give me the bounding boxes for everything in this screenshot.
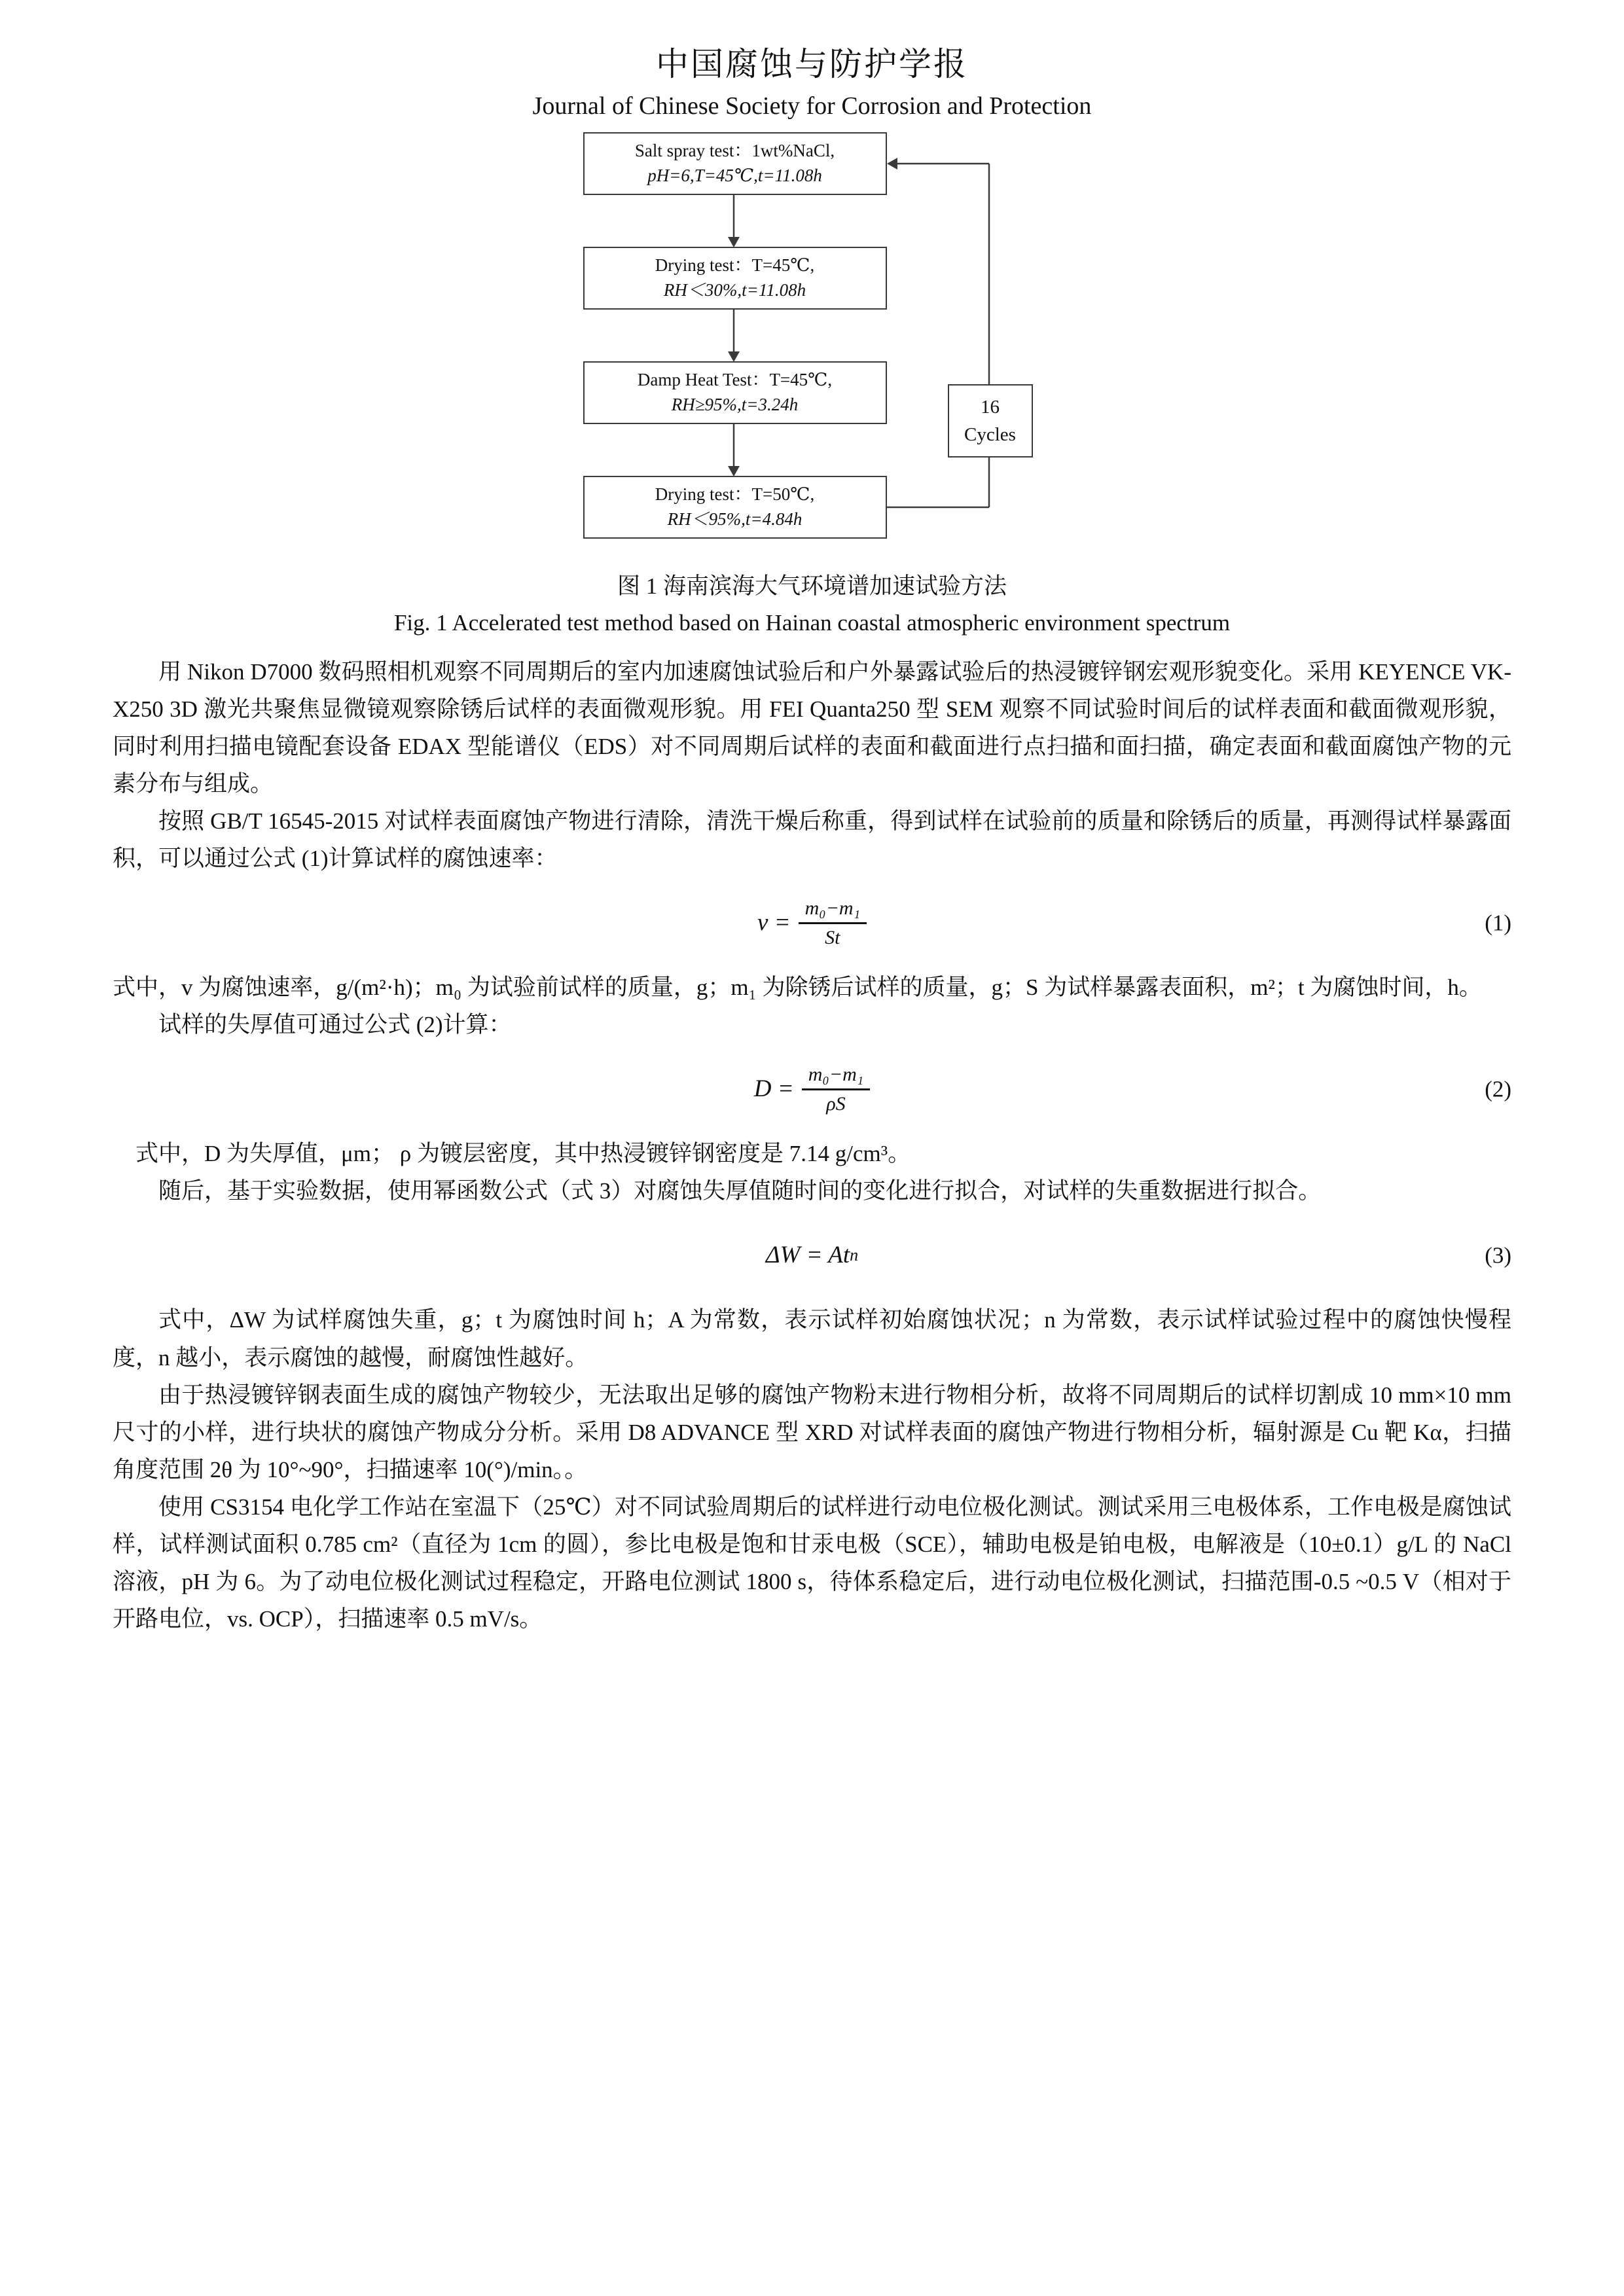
flowchart-box-line2: RH≥95%,t=3.24h — [671, 395, 799, 414]
equation-3-exponent: n — [850, 1246, 859, 1265]
equation-2-fraction — [802, 1063, 870, 1116]
equation-3 — [113, 1223, 1511, 1288]
equation-1-fraction — [799, 897, 867, 950]
flowchart-cycles-box — [948, 384, 1033, 457]
cycles-count: 16 — [981, 396, 1000, 418]
cycles-label: Cycles — [964, 424, 1016, 445]
equation-3-label: (3) — [1485, 1242, 1511, 1268]
journal-title-cn: 中国腐蚀与防护学报 — [656, 46, 968, 82]
journal-header — [113, 38, 1511, 120]
flowchart-box-line1: Salt spray test：1wt%NaCl, — [634, 141, 835, 161]
flowchart-box-line2: pH=6,T=45℃,t=11.08h — [647, 166, 822, 185]
figure-caption-cn: 图 1 海南滨海大气环境谱加速试验方法 — [617, 573, 1007, 599]
equation-2-numerator: m₀−m₁ — [802, 1063, 870, 1090]
paragraph-8: 由于热浸镀锌钢表面生成的腐蚀产物较少，无法取出足够的腐蚀产物粉末进行物相分析，故将不同周期后的试样切割成 10 mm×10 mm 尺寸的小样，进行块状的腐蚀产物成分分析。采用 D8 ADVANCE 型 XRD 对试样表面的腐蚀产物进行物相分析，辐射源是 Cu 靶 Kα，扫描角度范围 2θ 为 10°~90°，扫描速率 10(°)/min。。 — [113, 1382, 1511, 1482]
flowchart-box-drying-test-2 — [583, 476, 887, 539]
equation-2-lhs: D = — [753, 1075, 794, 1103]
equation-1 — [113, 890, 1511, 956]
paragraph-7: 式中，ΔW 为试样腐蚀失重，g；t 为腐蚀时间 h；A 为常数，表示试样初始腐蚀状况；n 为常数，表示试样试验过程中的腐蚀快慢程度，n 越小，表示腐蚀的越慢，耐腐蚀性越好。 — [113, 1307, 1511, 1371]
paragraph-3: 式中，v 为腐蚀速率，g/(m²·h)；m₀ 为试验前试样的质量，g；m₁ 为除锈后试样的质量，g；S 为试样暴露表面积，m²；t 为腐蚀时间，h。 — [113, 975, 1482, 1001]
flowchart-box-line2: RH＜95%,t=4.84h — [667, 509, 803, 529]
figure-caption-en: Fig. 1 Accelerated test method based on Hainan coastal atmospheric environment spectrum — [393, 610, 1231, 636]
arrowhead-left-icon — [887, 158, 897, 170]
figure-1-flowchart — [557, 132, 1068, 551]
flowchart-box-salt-spray-test — [583, 132, 887, 195]
equation-1-lhs: v = — [757, 909, 791, 937]
paragraph-9: 使用 CS3154 电化学工作站在室温下（25℃）对不同试验周期后的试样进行动电位极化测试。测试采用三电极体系，工作电极是腐蚀试样，试样测试面积 0.785 cm²（直径为 1cm 的圆），参比电极是饱和甘汞电极（SCE），辅助电极是铂电极，电解液是（10±0.1）g/L 的 NaCl 溶液，pH 为 6。为了动电位极化测试过程稳定，开路电位测试 1800 s，待体系稳定后，进行动电位极化测试，扫描范围-0.5 ~0.5 V（相对于开路电位，vs. OCP），扫描速率 0.5 mV/s。 — [113, 1494, 1511, 1632]
equation-2-label: (2) — [1485, 1076, 1511, 1102]
equation-2-denominator: ρS — [826, 1092, 846, 1115]
paragraph-4: 试样的失厚值可通过公式 (2)计算： — [158, 1012, 512, 1038]
arrowhead-down-3-icon — [728, 466, 740, 476]
equation-1-numerator: m₀−m₁ — [799, 897, 867, 924]
equation-3-expression: ΔW = At — [765, 1242, 850, 1269]
paragraph-6: 随后，基于实验数据，使用幂函数公式（式 3）对腐蚀失厚值随时间的变化进行拟合，对试样的失重数据进行拟合。 — [158, 1178, 1322, 1204]
arrowhead-down-2-icon — [728, 351, 740, 362]
arrowhead-down-1-icon — [728, 237, 740, 247]
equation-1-label: (1) — [1485, 910, 1511, 936]
flowchart-box-line2: RH＜30%,t=11.08h — [663, 280, 806, 300]
paragraph-2: 按照 GB/T 16545-2015 对试样表面腐蚀产物进行清除，清洗干燥后称重，得到试样在试验前的质量和除锈后的质量，再测得试样暴露面积，可以通过公式 (1)计算试样的腐蚀速率： — [113, 808, 1511, 872]
flowchart-box-line1: Damp Heat Test：T=45℃, — [637, 370, 833, 390]
article-body — [113, 653, 1511, 1638]
flowchart-box-line1: Drying test：T=50℃, — [655, 484, 815, 505]
flowchart-box-drying-test-1 — [583, 247, 887, 310]
paragraph-5: 式中，D 为失厚值，μm； ρ 为镀层密度，其中热浸镀锌钢密度是 7.14 g/cm³。 — [135, 1141, 911, 1167]
equation-2 — [113, 1056, 1511, 1122]
flowchart-box-damp-heat-test — [583, 361, 887, 424]
paragraph-1: 用 Nikon D7000 数码照相机观察不同周期后的室内加速腐蚀试验后和户外暴露试验后的热浸镀锌钢宏观形貌变化。采用 KEYENCE VK-X250 3D 激光共聚焦显微镜观察除锈后试样的表面微观形貌。用 FEI Quanta250 型 SEM 观察不同试验时间后的试样表面和截面微观形貌，同时利用扫描电镜配套设备 EDAX 型能谱仪（EDS）对不同周期后试样的表面和截面进行点扫描和面扫描，确定表面和截面腐蚀产物的元素分布与组成。 — [113, 659, 1511, 797]
equation-1-denominator: St — [825, 926, 840, 948]
journal-title-en: Journal of Chinese Society for Corrosion and Protection — [532, 92, 1092, 120]
flowchart-box-line1: Drying test：T=45℃, — [655, 255, 815, 276]
